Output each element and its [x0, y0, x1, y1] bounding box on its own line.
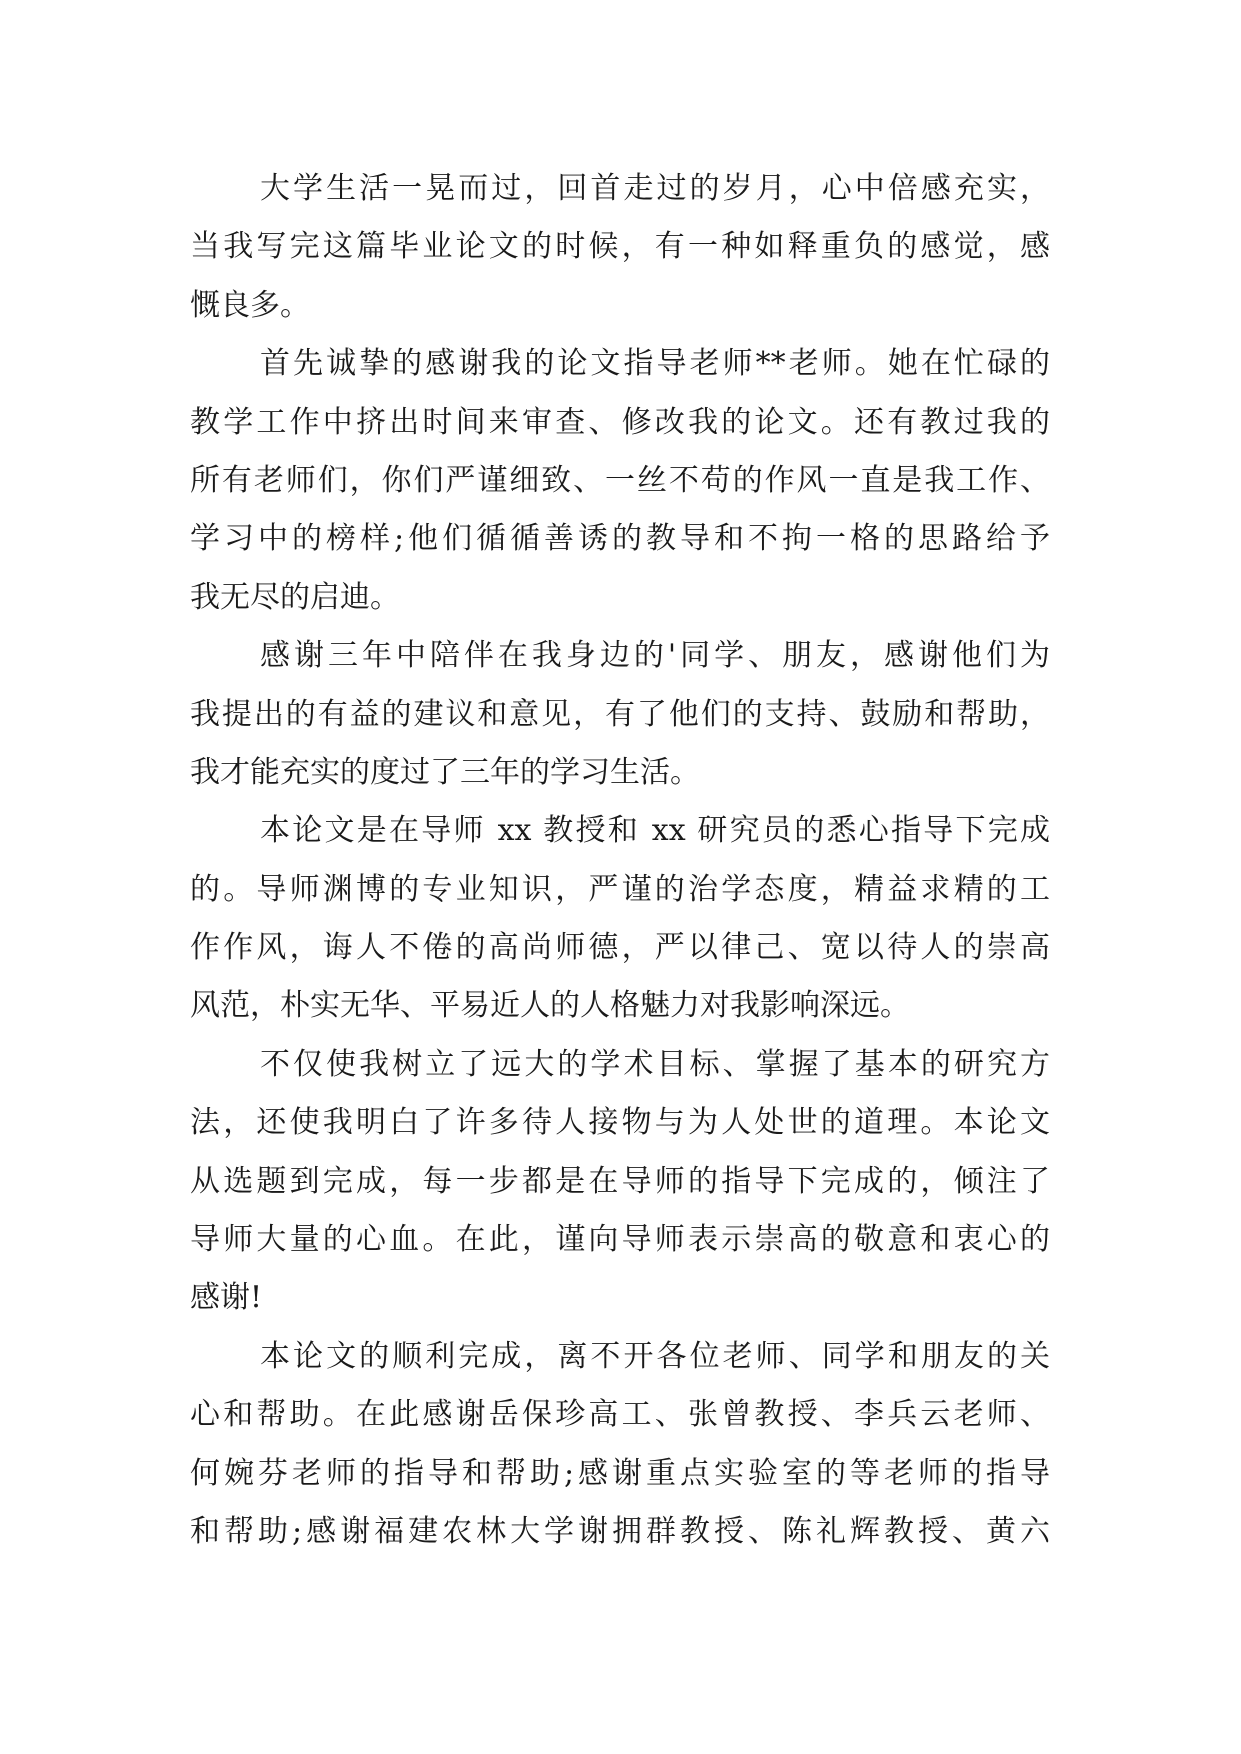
text-line: 所有老师们，你们严谨细致、一丝不苟的作风一直是我工作、 — [190, 462, 1050, 498]
text-line: 本论文的顺利完成，离不开各位老师、同学和朋友的关 — [260, 1338, 1050, 1374]
text-line: 风范，朴实无华、平易近人的人格魅力对我影响深远。 — [190, 988, 910, 1024]
text-line: 感谢! — [190, 1280, 263, 1316]
text-line: 学习中的榜样;他们循循善诱的教导和不拘一格的思路给予 — [190, 521, 1050, 557]
text-line: 作作风，诲人不倦的高尚师德，严以律己、宽以待人的崇高 — [190, 930, 1050, 966]
text-line: 当我写完这篇毕业论文的时候，有一种如释重负的感觉，感 — [190, 229, 1050, 265]
text-line: 从选题到完成，每一步都是在导师的指导下完成的，倾注了 — [190, 1163, 1050, 1199]
text-line: 教学工作中挤出时间来审查、修改我的论文。还有教过我的 — [190, 404, 1050, 440]
text-line: 导师大量的心血。在此，谨向导师表示崇高的敬意和衷心的 — [190, 1222, 1050, 1258]
text-line: 心和帮助。在此感谢岳保珍高工、张曾教授、李兵云老师、 — [190, 1397, 1050, 1433]
text-line: 我提出的有益的建议和意见，有了他们的支持、鼓励和帮助， — [190, 696, 1050, 732]
text-line: 何婉芬老师的指导和帮助;感谢重点实验室的等老师的指导 — [190, 1455, 1050, 1491]
text-line: 我无尽的启迪。 — [190, 579, 400, 615]
paragraph — [190, 802, 1050, 1036]
paragraph — [190, 160, 1050, 335]
paragraph — [190, 1036, 1050, 1328]
text-line: 大学生活一晃而过，回首走过的岁月，心中倍感充实， — [260, 171, 1050, 206]
text-line: 和帮助;感谢福建农林大学谢拥群教授、陈礼辉教授、黄六 — [190, 1513, 1050, 1549]
text-line: 法，还使我明白了许多待人接物与为人处世的道理。本论文 — [190, 1105, 1050, 1141]
text-line: 首先诚挚的感谢我的论文指导老师**老师。她在忙碌的 — [260, 346, 1050, 382]
text-line: 的。导师渊博的专业知识，严谨的治学态度，精益求精的工 — [190, 871, 1050, 907]
paragraph — [190, 335, 1050, 627]
text-line: 不仅使我树立了远大的学术目标、掌握了基本的研究方 — [260, 1046, 1050, 1082]
text-line: 本论文是在导师 xx 教授和 xx 研究员的悉心指导下完成 — [260, 813, 1050, 849]
paragraph — [190, 1328, 1050, 1562]
text-line: 慨良多。 — [190, 287, 310, 323]
document-body — [190, 160, 1050, 1561]
text-line: 感谢三年中陪伴在我身边的'同学、朋友，感谢他们为 — [260, 638, 1050, 674]
text-line: 我才能充实的度过了三年的学习生活。 — [190, 754, 700, 790]
paragraph — [190, 627, 1050, 802]
